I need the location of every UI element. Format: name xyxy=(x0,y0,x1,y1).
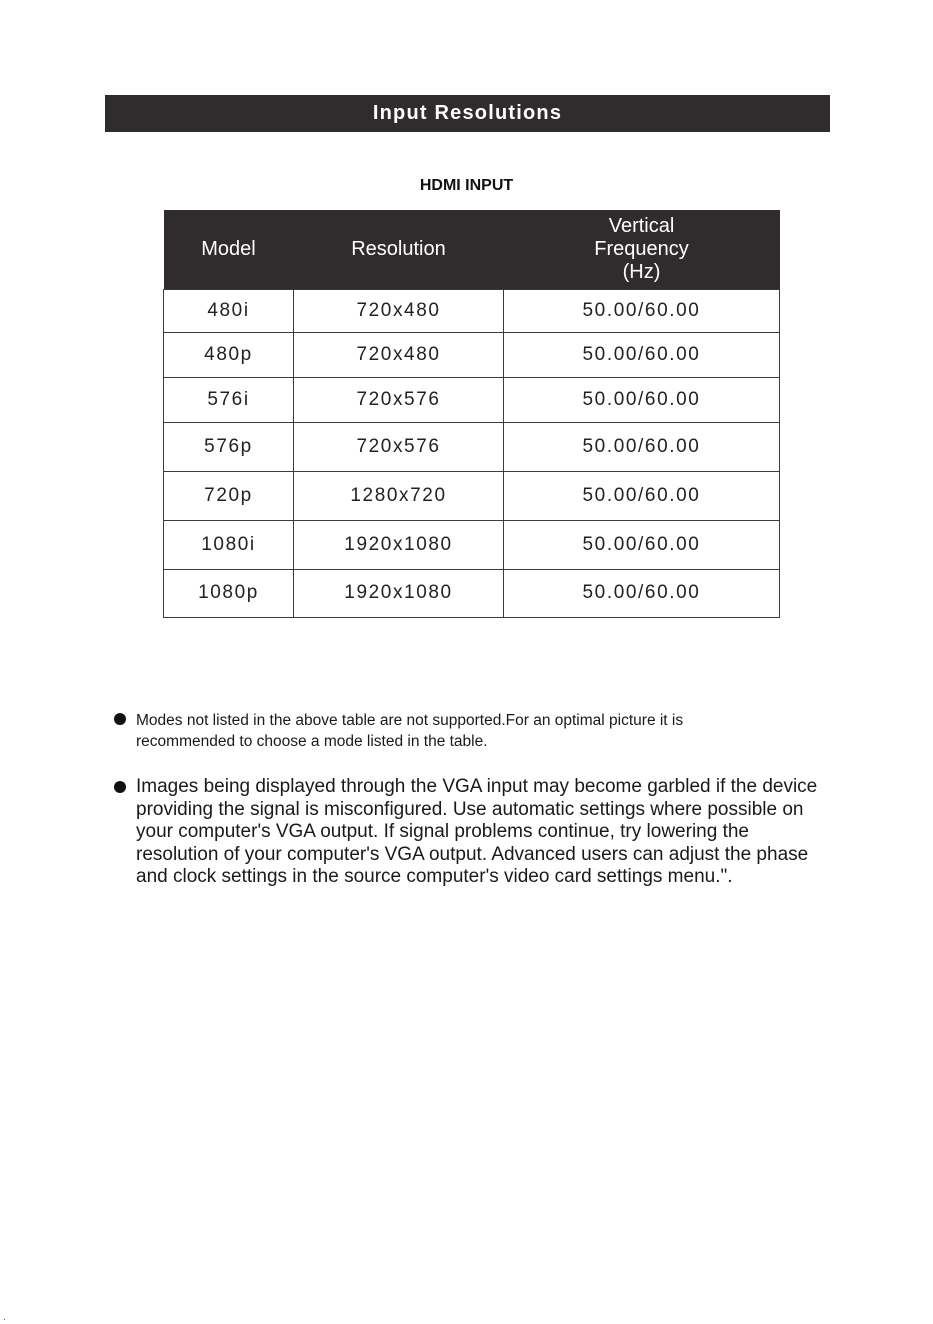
note-text: Images being displayed through the VGA input may become garbled if the device providing the signal is misconfigured. Use automatic settings where possible on your computer's VGA output. If signal problems continue, try lowering the resolution of your computer's VGA output. Advanced users can adjust the phase and clock settings in the source computer's video card settings menu.". xyxy=(136,776,818,888)
note-vga-input xyxy=(114,776,826,889)
cell-frequency: 50.00/60.00 xyxy=(504,569,780,617)
cell-model: 1080p xyxy=(164,569,294,617)
table-row xyxy=(164,422,780,471)
cell-resolution: 720x480 xyxy=(294,332,504,377)
cell-frequency: 50.00/60.00 xyxy=(504,289,780,332)
section-title-banner xyxy=(105,95,830,132)
section-title: Input Resolutions xyxy=(372,102,563,124)
cell-resolution: 720x480 xyxy=(294,289,504,332)
table-row xyxy=(164,471,780,520)
cell-resolution: 720x576 xyxy=(294,422,504,471)
cell-frequency: 50.00/60.00 xyxy=(504,520,780,569)
cell-resolution: 1920x1080 xyxy=(294,569,504,617)
table-row xyxy=(164,332,780,377)
header-model: Model xyxy=(164,210,294,289)
cell-frequency: 50.00/60.00 xyxy=(504,471,780,520)
cell-resolution: 1280x720 xyxy=(294,471,504,520)
table-header-row xyxy=(164,210,780,289)
cell-frequency: 50.00/60.00 xyxy=(504,422,780,471)
cell-model: 480i xyxy=(164,289,294,332)
cell-model: 576p xyxy=(164,422,294,471)
header-vertical-frequency: Vertical Frequency (Hz) xyxy=(504,210,780,289)
header-resolution: Resolution xyxy=(294,210,504,289)
table-caption: HDMI INPUT xyxy=(419,177,514,194)
cell-frequency: 50.00/60.00 xyxy=(504,332,780,377)
bullet-icon xyxy=(114,781,126,793)
table-row xyxy=(164,520,780,569)
cell-model: 480p xyxy=(164,332,294,377)
cell-frequency: 50.00/60.00 xyxy=(504,377,780,422)
cell-resolution: 720x576 xyxy=(294,377,504,422)
table-row xyxy=(164,289,780,332)
cell-model: 576i xyxy=(164,377,294,422)
corner-mark: . xyxy=(3,1312,6,1323)
cell-model: 720p xyxy=(164,471,294,520)
cell-model: 1080i xyxy=(164,520,294,569)
table-row xyxy=(164,377,780,422)
cell-resolution: 1920x1080 xyxy=(294,520,504,569)
note-text: Modes not listed in the above table are not supported.For an optimal picture it is recommended to choose a mode listed in the table. xyxy=(136,712,684,750)
note-unsupported-modes xyxy=(114,711,776,752)
bullet-icon xyxy=(114,713,126,725)
resolution-table xyxy=(163,210,780,618)
table-row xyxy=(164,569,780,617)
